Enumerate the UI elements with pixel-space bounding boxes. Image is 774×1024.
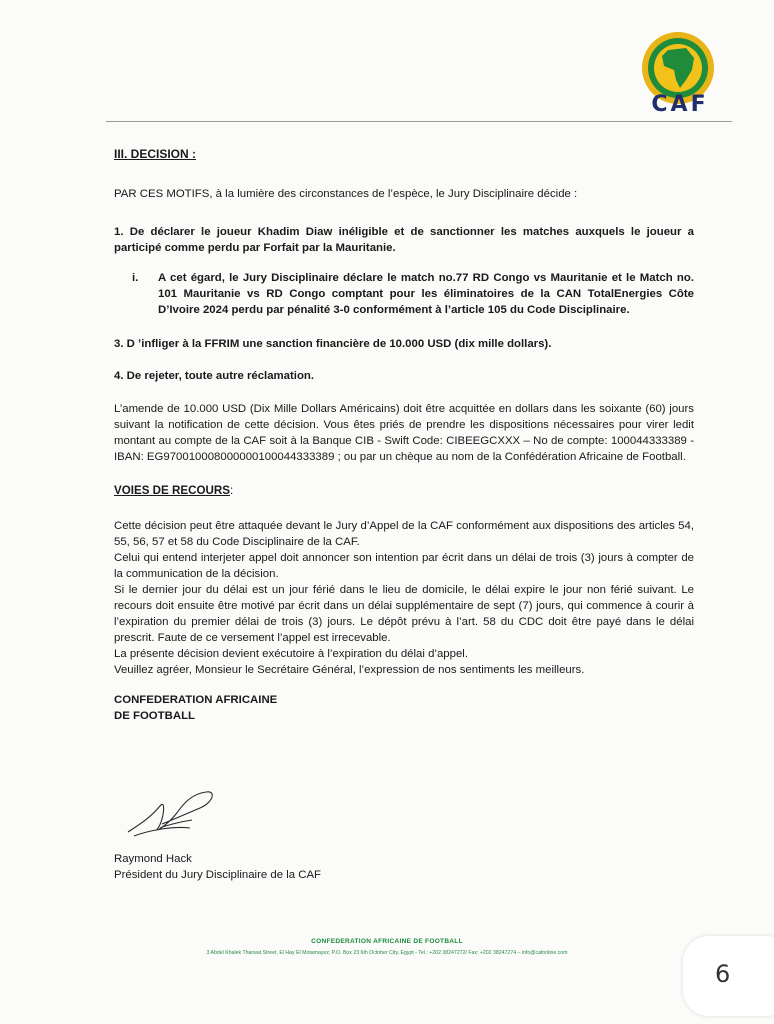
appeal-heading — [114, 483, 694, 499]
signatory — [114, 851, 321, 883]
appeal-line: Celui qui entend interjeter appel doit annoncer son intention par écrit dans un délai de trois (3) jours à compter de la communication de la décision. — [114, 552, 694, 580]
signatory-title: Président du Jury Disciplinaire de la CAF — [114, 869, 322, 881]
decision-body — [114, 146, 694, 724]
decision-item-3: 3. D ’infliger à la FFRIM une sanction financière de 10.000 USD (dix mille dollars). — [114, 338, 552, 350]
appeal-line: La présente décision devient exécutoire à l’expiration du délai d’appel. — [114, 648, 468, 660]
decision-subitem — [132, 270, 694, 318]
handwritten-signature — [120, 784, 230, 844]
appeal-line: Si le dernier jour du délai est un jour férié dans le lieu de domicile, le délai expire le jour non férié suivant. Le recours doit ensuite être motivé par écrit dans un délai supplémentaire de sept (7) jours, qui commence à courir à l’expiration du premier délai de trois (3) jours. Le dépôt prévu à l’art. 58 du CDC doit être payé dans le délai prescrit. Faute de ce versement l’appel est irrecevable. — [114, 584, 694, 644]
intro-paragraph: PAR CES MOTIFS, à la lumière des circonstances de l’espèce, le Jury Disciplinaire décide : — [114, 188, 578, 200]
signatory-name: Raymond Hack — [114, 853, 192, 865]
appeal-paragraphs — [114, 518, 694, 678]
subitem-text: A cet égard, le Jury Disciplinaire déclare le match no.77 RD Congo vs Mauritanie et le Match no. 101 Mauritanie vs RD Congo comptant pour les éliminatoires de la CAN TotalEnergies Côte D’Ivoire 2024 perdu par pénalité 3-0 conformément à l’article 105 du Code Disciplinaire. — [158, 272, 694, 316]
subitem-number: i. — [132, 272, 139, 284]
decision-item-1: 1. De déclarer le joueur Khadim Diaw inéligible et de sanctionner les matches auxquels le joueur a participé comme perdu par Forfait par la Mauritanie. — [114, 226, 694, 254]
appeal-heading-colon: : — [229, 484, 234, 497]
appeal-line: Veuillez agréer, Monsieur le Secrétaire Général, l’expression de nos sentiments les meilleurs. — [114, 664, 585, 676]
org-line-1: CONFEDERATION AFRICAINE — [114, 694, 278, 706]
appeal-line: Cette décision peut être attaquée devant le Jury d’Appel de la CAF conformément aux dispositions des articles 54, 55, 56, 57 et 58 du Code Disciplinaire de la CAF. — [114, 520, 694, 548]
decision-item-4: 4. De rejeter, toute autre réclamation. — [114, 370, 315, 382]
footer-address: 3 Abdel Khalek Tharwat Street, El Hay El Motamayez, P.O. Box 23 6th October City, Egypt - Tel.: +202 38247272/ Fax: +202 38247274 – info@cafonline.com — [206, 950, 568, 956]
page-number: 6 — [715, 960, 731, 988]
header-divider — [106, 121, 732, 122]
caf-logo-text: CAF — [651, 92, 709, 117]
signatory-organization — [114, 692, 694, 724]
section-title: III. DECISION : — [114, 147, 197, 161]
appeal-heading-text: VOIES DE RECOURS — [114, 484, 230, 497]
fine-paragraph: L’amende de 10.000 USD (Dix Mille Dollars Américains) doit être acquittée en dollars dans les soixante (60) jours suivant la notification de cette décision. Vous êtes priés de prendre les dispositions nécessaires pour virer ledit montant au compte de la CAF soit à la Banque CIB - Swift Code: CIBEEGCXXX – No de compte: 100044333389 - IBAN: EG970010008000000100044333389 ; ou par un chèque au nom de la Confédération Africaine de Football. — [114, 403, 694, 463]
org-line-2: DE FOOTBALL — [114, 710, 195, 722]
footer-title: CONFEDERATION AFRICAINE DE FOOTBALL — [311, 938, 463, 945]
